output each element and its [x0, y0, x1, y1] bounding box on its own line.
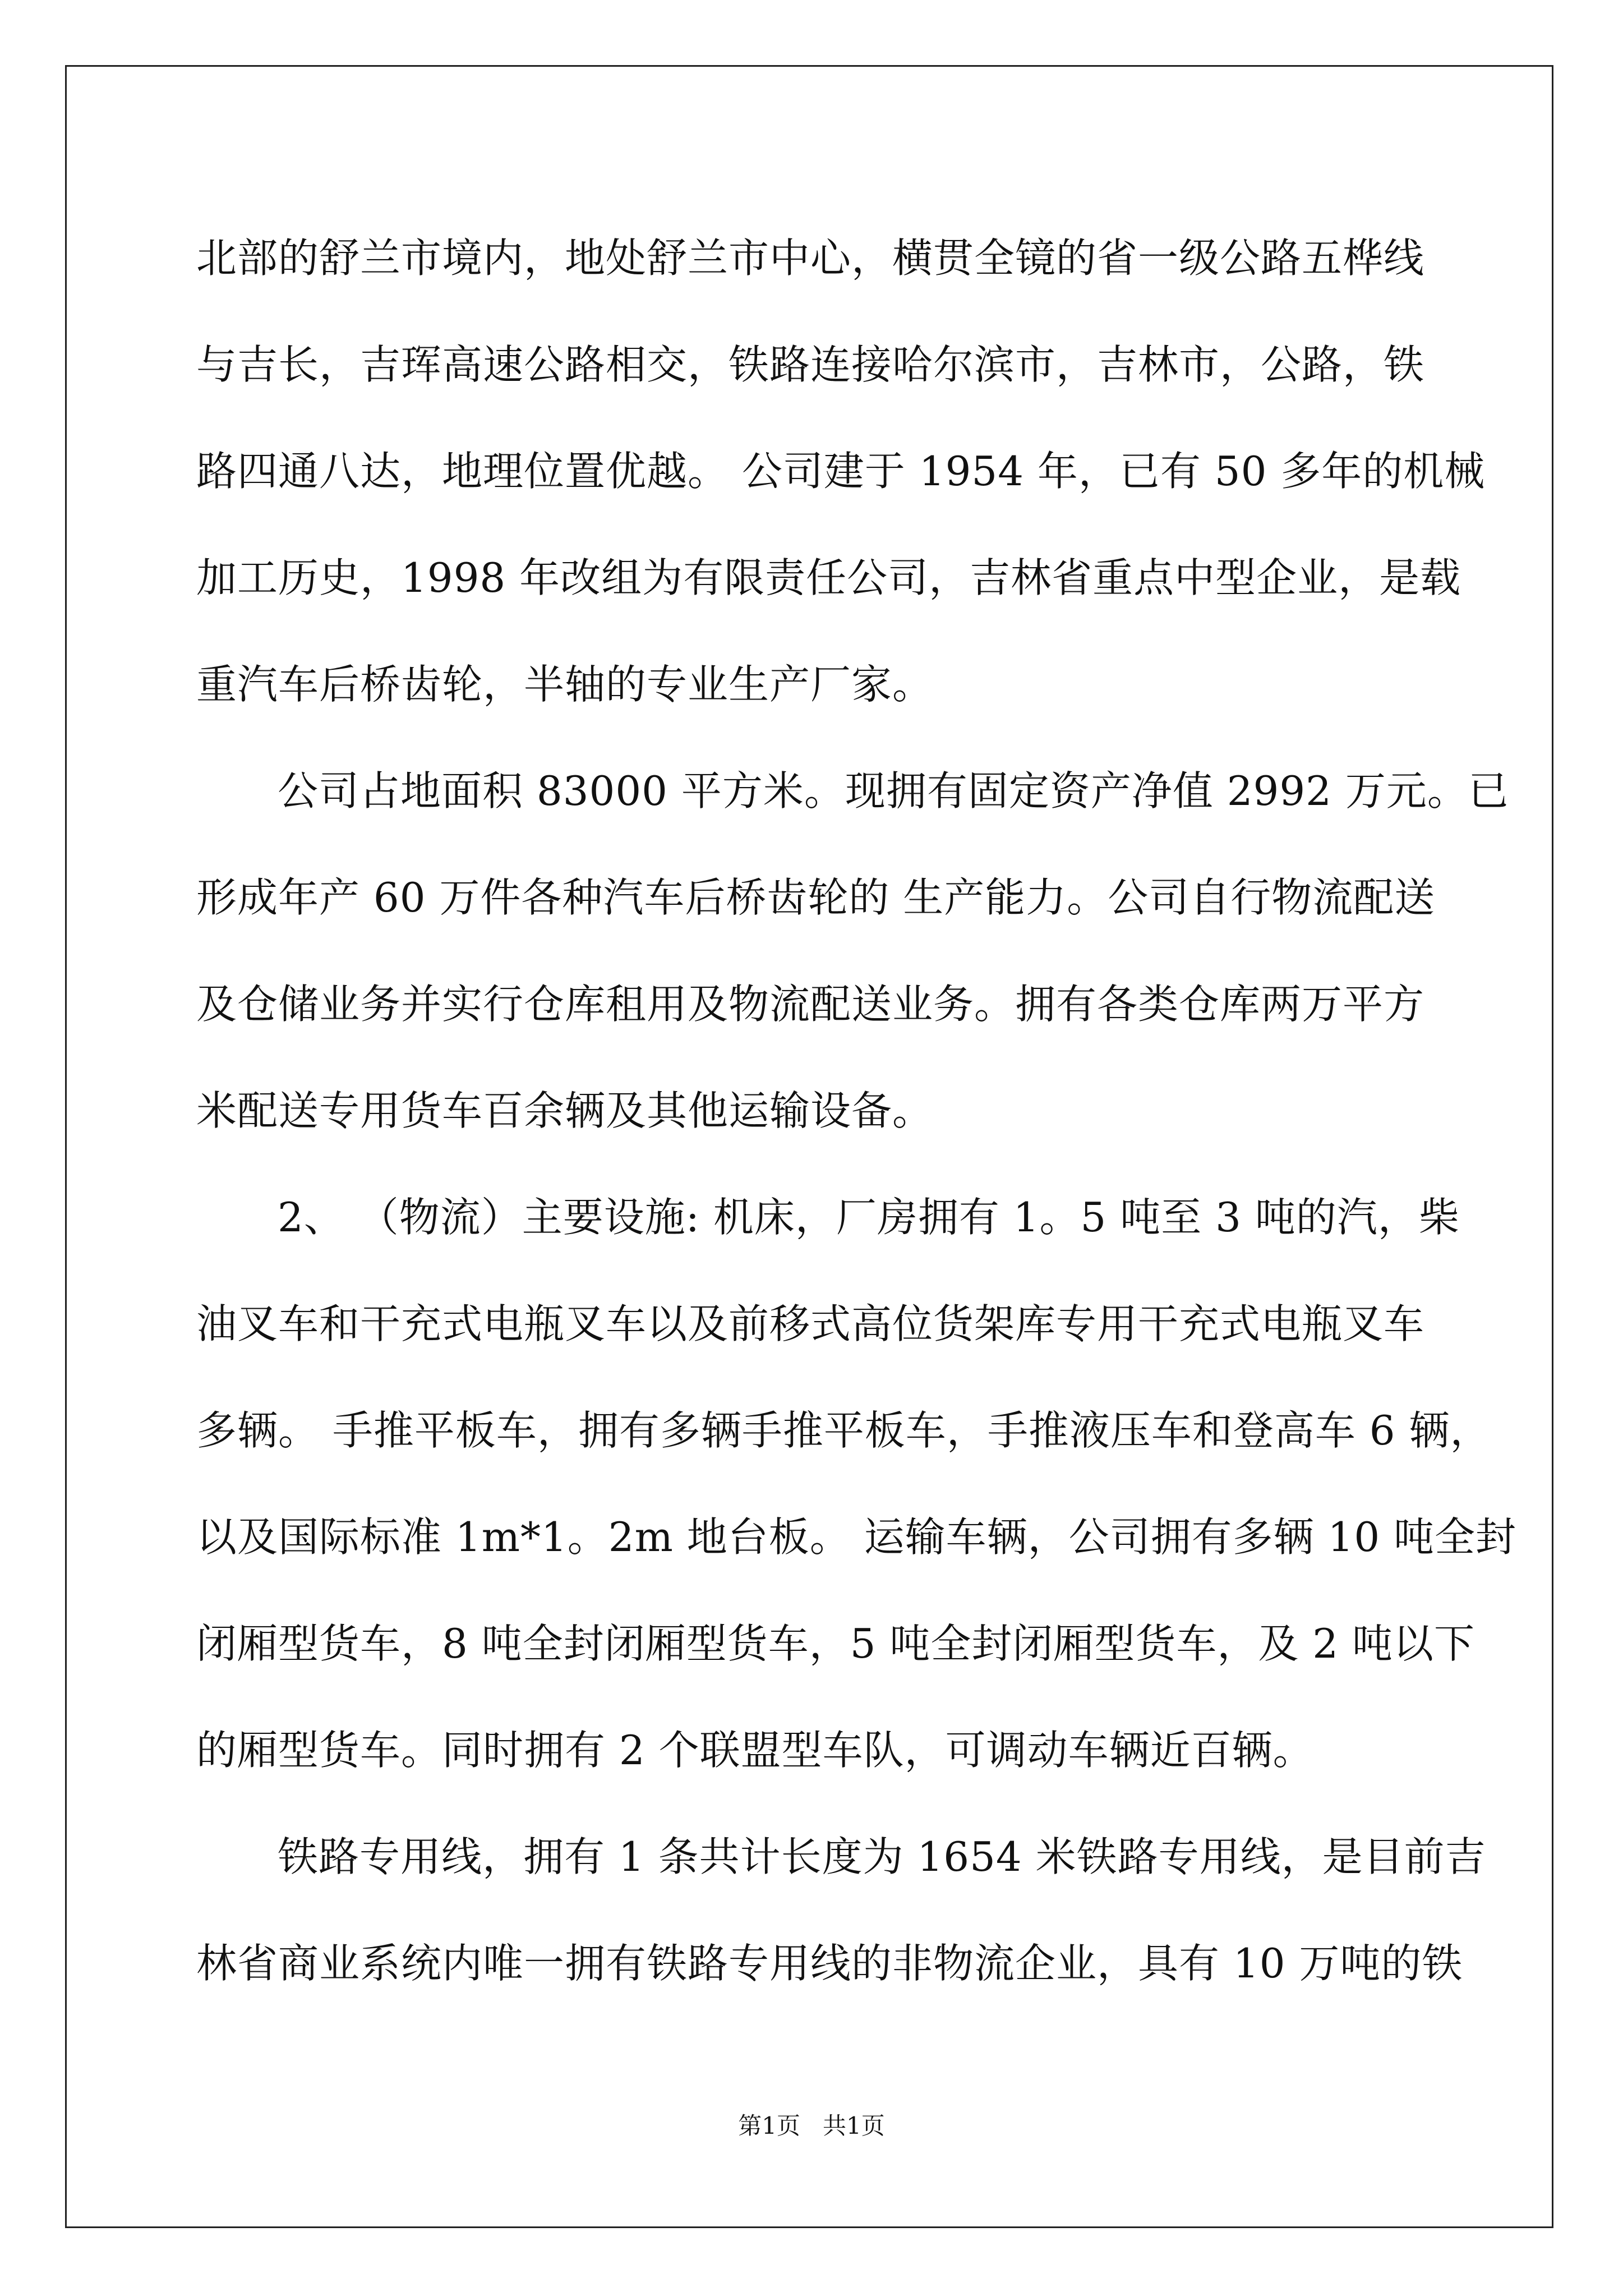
- page-total: 共1页: [823, 2112, 885, 2139]
- text-line: 重汽车后桥齿轮，半轴的专业生产厂家。: [196, 661, 934, 708]
- page-number: 第1页: [738, 2112, 800, 2139]
- text-line: 闭厢型货车，8 吨全封闭厢型货车，5 吨全封闭厢型货车，及 2 吨以下: [196, 1620, 1475, 1667]
- paragraph-first-line: 铁路专用线，拥有 1 条共计长度为 1654 米铁路专用线，是目前吉: [278, 1833, 1486, 1880]
- text-line: 形成年产 60 万件各种汽车后桥齿轮的 生产能力。公司自行物流配送: [196, 874, 1436, 921]
- body-text: [196, 205, 1517, 2017]
- text-line: 路四通八达，地理位置优越。 公司建于 1954 年，已有 50 多年的机械: [196, 448, 1486, 495]
- text-line: 油叉车和干充式电瓶叉车以及前移式高位货架库专用干充式电瓶叉车: [196, 1300, 1425, 1347]
- text-line: 的厢型货车。同时拥有 2 个联盟型车队，可调动车辆近百辆。: [196, 1727, 1314, 1774]
- text-line: 加工历史，1998 年改组为有限责任公司，吉林省重点中型企业，是载: [196, 554, 1461, 601]
- text-line: 及仓储业务并实行仓库租用及物流配送业务。拥有各类仓库两万平方: [196, 981, 1425, 1028]
- text-line: 与吉长，吉珲高速公路相交，铁路连接哈尔滨市，吉林市，公路，铁: [196, 341, 1425, 388]
- paragraph-first-line: 公司占地面积 83000 平方米。现拥有固定资产净值 2992 万元。已: [278, 767, 1509, 815]
- text-line: 北部的舒兰市境内，地处舒兰市中心，横贯全镜的省一级公路五桦线: [196, 234, 1425, 282]
- text-line: 以及国际标准 1m*1。2m 地台板。 运输车辆，公司拥有多辆 10 吨全封: [196, 1513, 1517, 1561]
- text-line: 林省商业系统内唯一拥有铁路专用线的非物流企业，具有 10 万吨的铁: [196, 1940, 1463, 1987]
- paragraph-first-line: 2、 （物流）主要设施: 机床，厂房拥有 1。5 吨至 3 吨的汽，柴: [278, 1194, 1460, 1241]
- text-line: 米配送专用货车百余辆及其他运输设备。: [196, 1087, 934, 1134]
- page-footer: [0, 2109, 1623, 2143]
- text-line: 多辆。 手推平板车，拥有多辆手推平板车，手推液压车和登高车 6 辆，: [196, 1407, 1491, 1454]
